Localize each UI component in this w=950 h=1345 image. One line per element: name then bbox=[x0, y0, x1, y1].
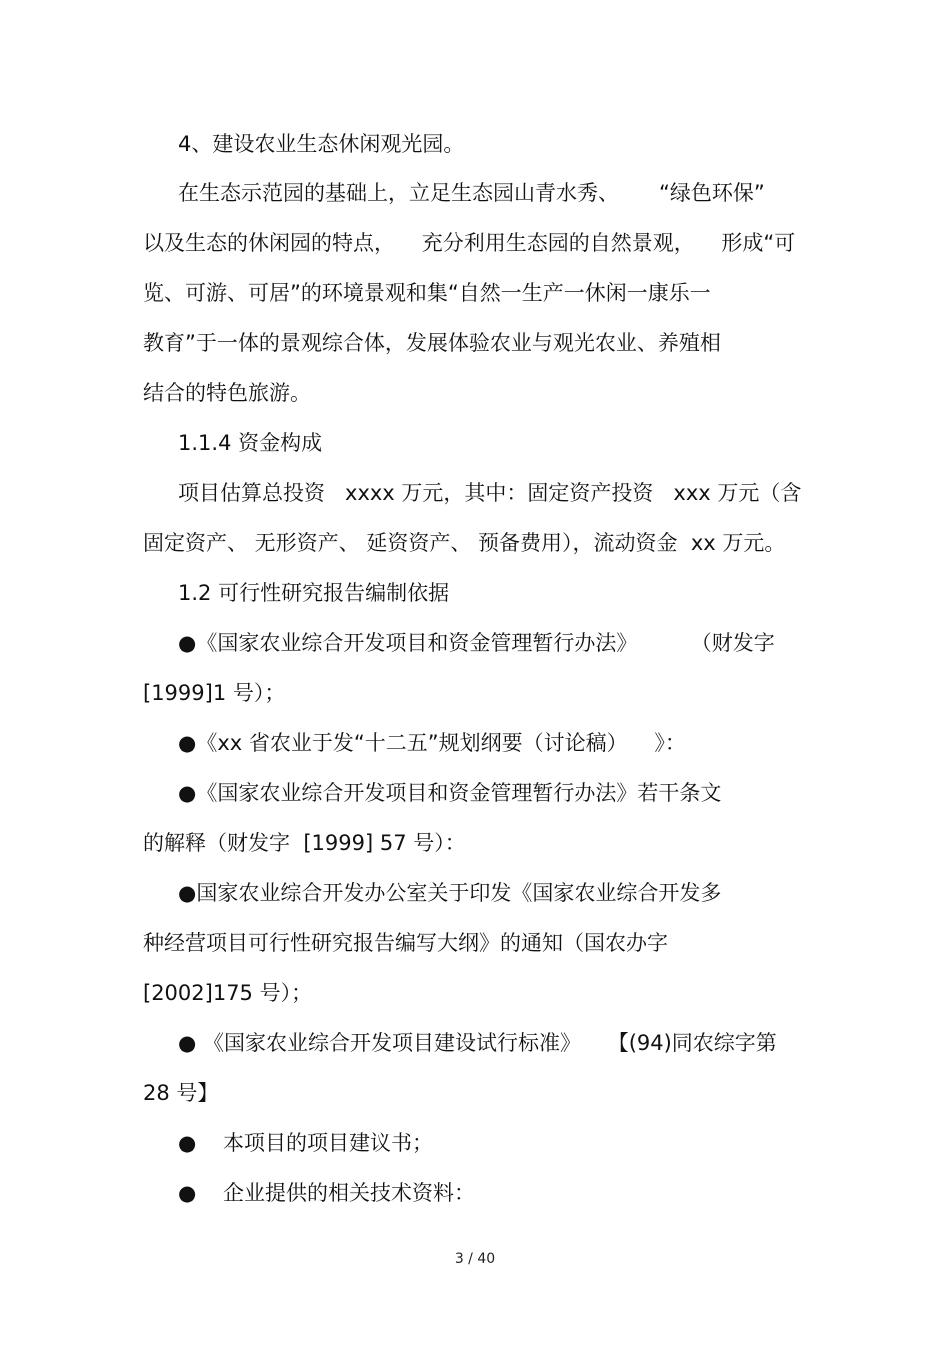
bullet-continuation: [1999]1 号）； bbox=[143, 681, 286, 705]
bullet-item: ●《国家农业综合开发项目和资金管理暂行办法》若干条文 bbox=[178, 781, 722, 805]
paragraph-line: 项目估算总投资 xxxx 万元，其中：固定资产投资 xxx 万元（含 bbox=[178, 481, 802, 505]
bullet-item: ● 企业提供的相关技术资料： bbox=[178, 1181, 476, 1205]
section-heading-114: 1.1.4 资金构成 bbox=[178, 431, 323, 455]
bullet-continuation: [2002]175 号）； bbox=[143, 981, 313, 1005]
line-heading-4: 4、建设农业生态休闲观光园。 bbox=[178, 132, 465, 156]
bullet-continuation: 种经营项目可行性研究报告编写大纲》的通知（国农办字 bbox=[143, 931, 668, 955]
bullet-continuation: 的解释（财发字 [1999] 57 号）： bbox=[143, 831, 466, 855]
paragraph-line: 固定资产、 无形资产、 延资资产、 预备费用），流动资金 xx 万元。 bbox=[143, 531, 786, 555]
bullet-continuation: 28 号】 bbox=[143, 1081, 219, 1105]
bullet-item: ●国家农业综合开发办公室关于印发《国家农业综合开发多 bbox=[178, 881, 722, 905]
page-number: 3 / 40 bbox=[454, 1251, 496, 1267]
paragraph-line: 结合的特色旅游。 bbox=[143, 381, 311, 405]
bullet-item: ● 本项目的项目建议书； bbox=[178, 1131, 434, 1155]
paragraph-line: 览、可游、可居”的环境景观和集“自然一生产一休闲一康乐一 bbox=[143, 281, 711, 305]
bullet-item: ●《国家农业综合开发项目和资金管理暂行办法》 （财发字 bbox=[178, 631, 775, 655]
paragraph-line: 以及生态的休闲园的特点， 充分利用生态园的自然景观， 形成“可 bbox=[143, 231, 796, 255]
section-heading-12: 1.2 可行性研究报告编制依据 bbox=[178, 581, 450, 605]
paragraph-line: 教育”于一体的景观综合体，发展体验农业与观光农业、养殖相 bbox=[143, 331, 721, 355]
bullet-item: ● 《国家农业综合开发项目建设试行标准》 【(94)同农综字第 bbox=[178, 1031, 777, 1055]
paragraph-line: 在生态示范园的基础上，立足生态园山青水秀、 “绿色环保” bbox=[178, 181, 765, 205]
bullet-item: ●《xx 省农业于发“十二五”规划纲要（讨论稿） 》： bbox=[178, 731, 686, 755]
